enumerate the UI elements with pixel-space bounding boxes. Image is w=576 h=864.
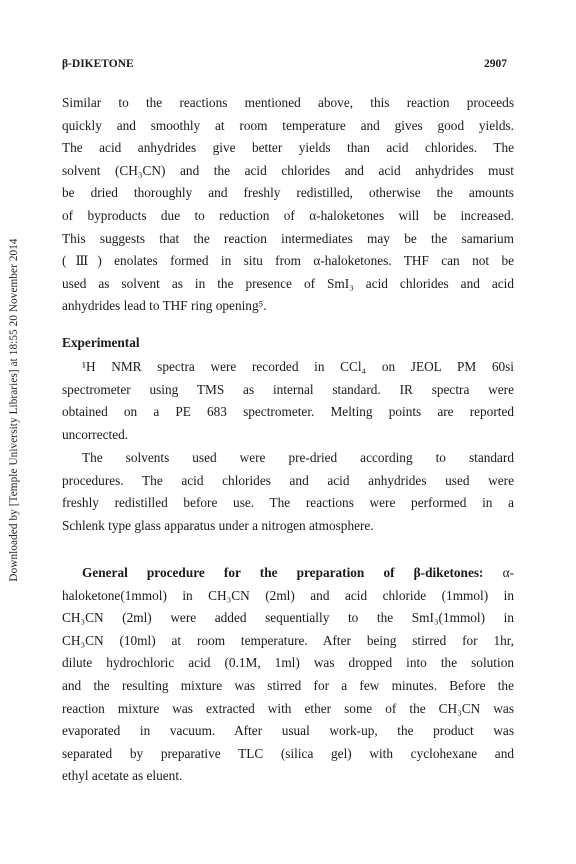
text-line: dilute hydrochloric acid (0.1M, 1ml) was dropped into the solution — [62, 655, 514, 671]
paragraph-instruments — [62, 356, 514, 379]
download-watermark-text: Downloaded by [Temple University Libraries] at 18:55 20 November 2014 — [8, 238, 20, 582]
text-line: The acid anhydrides give better yields than acid chlorides. The — [62, 140, 514, 156]
page-number: 2907 — [484, 58, 507, 70]
text-line: (Ⅲ) enolates formed in situ from α-haloketones. THF can not be — [62, 253, 514, 269]
text-line: haloketone(1mmol) in CH₃CN (2ml) and acid chloride (1mmol) in — [62, 587, 514, 603]
procedure-heading: General procedure for the preparation of β-diketones: — [82, 565, 484, 580]
text-line: quickly and smoothly at room temperature and gives good yields. — [62, 117, 514, 133]
text-line: of byproducts due to reduction of α-haloketones will be increased. — [62, 207, 514, 223]
paragraph-solvents-cont — [62, 470, 514, 538]
text-line: freshly redistilled before use. The reactions were performed in a — [62, 495, 514, 511]
text-line: anhydrides lead to THF ring opening⁵. — [62, 298, 267, 314]
text-line: ¹H NMR spectra were recorded in CCl₄ on JEOL PM 60si — [82, 359, 514, 374]
text-line: be dried thoroughly and freshly redistilled, otherwise the amounts — [62, 185, 514, 201]
text-line: The solvents used were pre-dried according to standard — [82, 450, 514, 465]
text-line: Similar to the reactions mentioned above, this reaction proceeds — [62, 95, 514, 110]
download-watermark — [3, 150, 25, 670]
text-line: CH₃CN (10ml) at room temperature. After being stirred for 1hr, — [62, 632, 514, 648]
text-line: spectrometer using TMS as internal standard. IR spectra were — [62, 381, 514, 397]
text-line: and the resulting mixture was stirred for a few minutes. Before the — [62, 677, 514, 693]
text-fragment: α- — [502, 565, 515, 580]
text-line: This suggests that the reaction intermediates may be the samarium — [62, 230, 514, 246]
paragraph-instruments-cont — [62, 379, 514, 447]
paragraph-general-procedure — [82, 562, 514, 585]
text-line: obtained on a PE 683 spectrometer. Melting points are reported — [62, 404, 514, 420]
text-line: uncorrected. — [62, 426, 129, 442]
text-line: Schlenk type glass apparatus under a nitrogen atmosphere. — [62, 517, 374, 533]
paragraph-reaction-discussion — [62, 92, 514, 318]
text-line: ethyl acetate as eluent. — [62, 768, 183, 784]
text-line: reaction mixture was extracted with ether some of the CH₃CN was — [62, 700, 514, 716]
text-line: evaporated in vacuum. After usual work-up, the product was — [62, 723, 514, 739]
paragraph-general-procedure-cont — [62, 585, 514, 788]
section-heading-experimental: Experimental — [62, 335, 140, 350]
paragraph-solvents — [82, 447, 514, 470]
text-line: CH₃CN (2ml) were added sequentially to the SmI₃(1mmol) in — [62, 610, 514, 626]
running-head: β-DIKETONE — [62, 58, 134, 70]
text-line: used as solvent as in the presence of SmI₃ acid chlorides and acid — [62, 275, 514, 291]
text-line: procedures. The acid chlorides and acid anhydrides used were — [62, 472, 514, 488]
text-line — [82, 562, 514, 585]
text-line: solvent (CH₃CN) and the acid chlorides and acid anhydrides must — [62, 162, 514, 178]
text-line: separated by preparative TLC (silica gel) with cyclohexane and — [62, 745, 514, 761]
